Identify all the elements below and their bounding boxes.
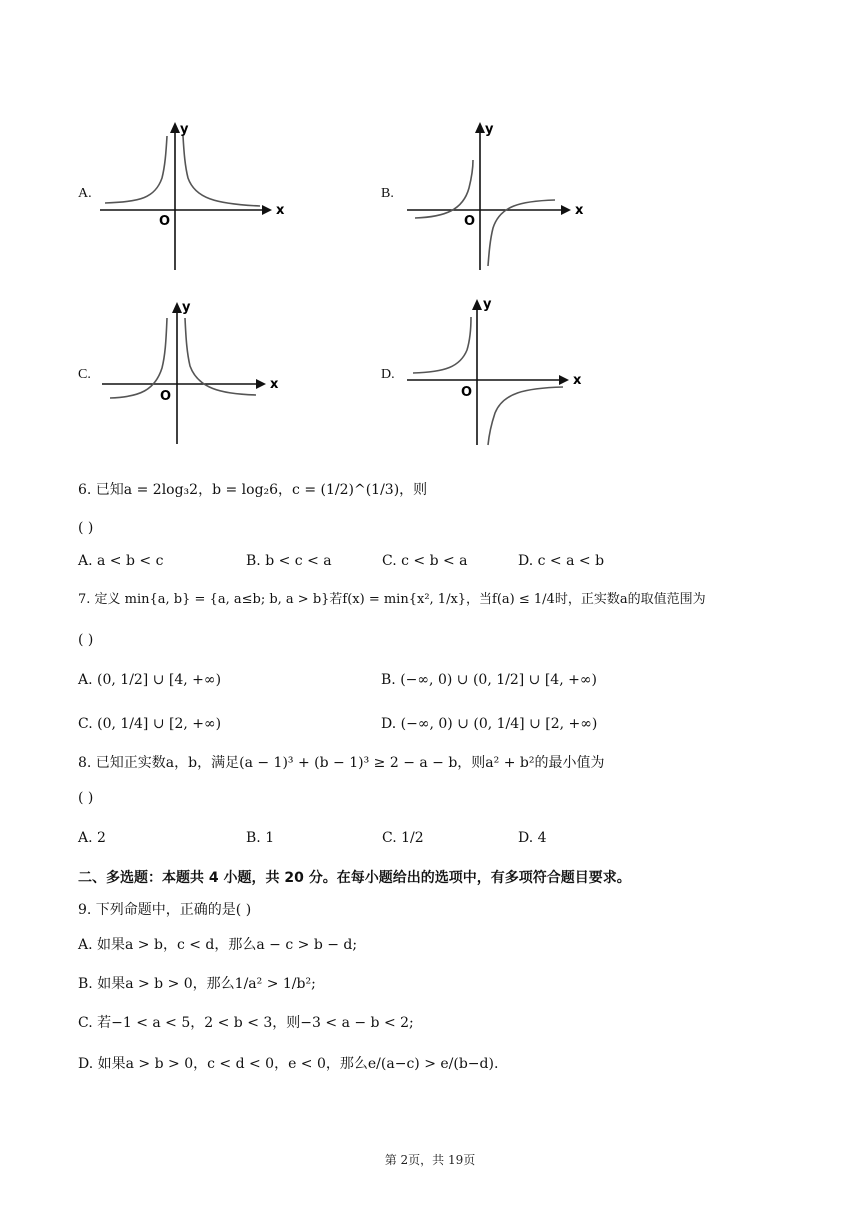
x-axis-label: x xyxy=(573,373,582,388)
y-axis-label: y xyxy=(485,122,494,137)
q7-stem: 7. 定义 min{a, b} = {a, a≤b; b, a > b}若f(x) = min{x², 1/x}，当f(a) ≤ 1/4时，正实数a的取值范围为 xyxy=(78,592,706,607)
q8-stem: 8. 已知正实数a，b，满足(a − 1)³ + (b − 1)³ ≥ 2 − a − b，则a² + b²的最小值为 xyxy=(78,755,605,771)
q7-option-b: B. (−∞, 0) ∪ (0, 1/2] ∪ [4, +∞) xyxy=(381,672,597,688)
y-axis-label: y xyxy=(182,300,191,315)
q7-paren: ( ) xyxy=(78,632,94,648)
q6-option-c: C. c < b < a xyxy=(382,553,468,569)
q6-stem: 6. 已知a = 2log₃2，b = log₂6，c = (1/2)^(1/3)，则 xyxy=(78,482,428,498)
q9-stem: 9. 下列命题中，正确的是( ) xyxy=(78,902,252,918)
q8-paren: ( ) xyxy=(78,790,94,806)
section-heading: 二、多选题：本题共 4 小题，共 20 分。在每小题给出的选项中，有多项符合题目要求。 xyxy=(78,870,631,886)
y-axis-label: y xyxy=(180,122,189,137)
graph-b xyxy=(405,118,585,273)
q8-option-b: B. 1 xyxy=(246,830,275,846)
q6-option-d: D. c < a < b xyxy=(518,553,605,569)
graph-d xyxy=(405,295,585,450)
graph-label-a: A. xyxy=(78,186,92,201)
q7-option-c: C. (0, 1/4] ∪ [2, +∞) xyxy=(78,716,222,732)
q9-option-c: C. 若−1 < a < 5，2 < b < 3，则−3 < a − b < 2; xyxy=(78,1015,414,1031)
q7-option-d: D. (−∞, 0) ∪ (0, 1/4] ∪ [2, +∞) xyxy=(381,716,598,732)
origin-label: O xyxy=(159,214,171,229)
q8-option-c: C. 1/2 xyxy=(382,830,424,846)
q9-option-a: A. 如果a > b，c < d，那么a − c > b − d; xyxy=(78,937,358,953)
origin-label: O xyxy=(160,389,172,404)
graph-label-d: D. xyxy=(381,367,395,382)
q8-option-d: D. 4 xyxy=(518,830,547,846)
q9-option-b: B. 如果a > b > 0，那么1/a² > 1/b²; xyxy=(78,976,316,992)
q6-option-b: B. b < c < a xyxy=(246,553,332,569)
graph-a xyxy=(100,118,285,273)
graph-label-b: B. xyxy=(381,186,394,201)
origin-label: O xyxy=(461,385,473,400)
q6-paren: ( ) xyxy=(78,520,94,536)
x-axis-label: x xyxy=(270,377,279,392)
page-footer: 第 2页，共 19页 xyxy=(384,1153,476,1167)
x-axis-label: x xyxy=(575,203,584,218)
q8-option-a: A. 2 xyxy=(78,830,106,846)
q9-option-d: D. 如果a > b > 0，c < d < 0，e < 0，那么e/(a−c) > e/(b−d). xyxy=(78,1056,499,1072)
graph-c xyxy=(100,298,280,448)
y-axis-label: y xyxy=(483,297,492,312)
q6-option-a: A. a < b < c xyxy=(78,553,164,569)
origin-label: O xyxy=(464,214,476,229)
q7-option-a: A. (0, 1/2] ∪ [4, +∞) xyxy=(78,672,222,688)
graph-label-c: C. xyxy=(78,367,91,382)
x-axis-label: x xyxy=(276,203,285,218)
